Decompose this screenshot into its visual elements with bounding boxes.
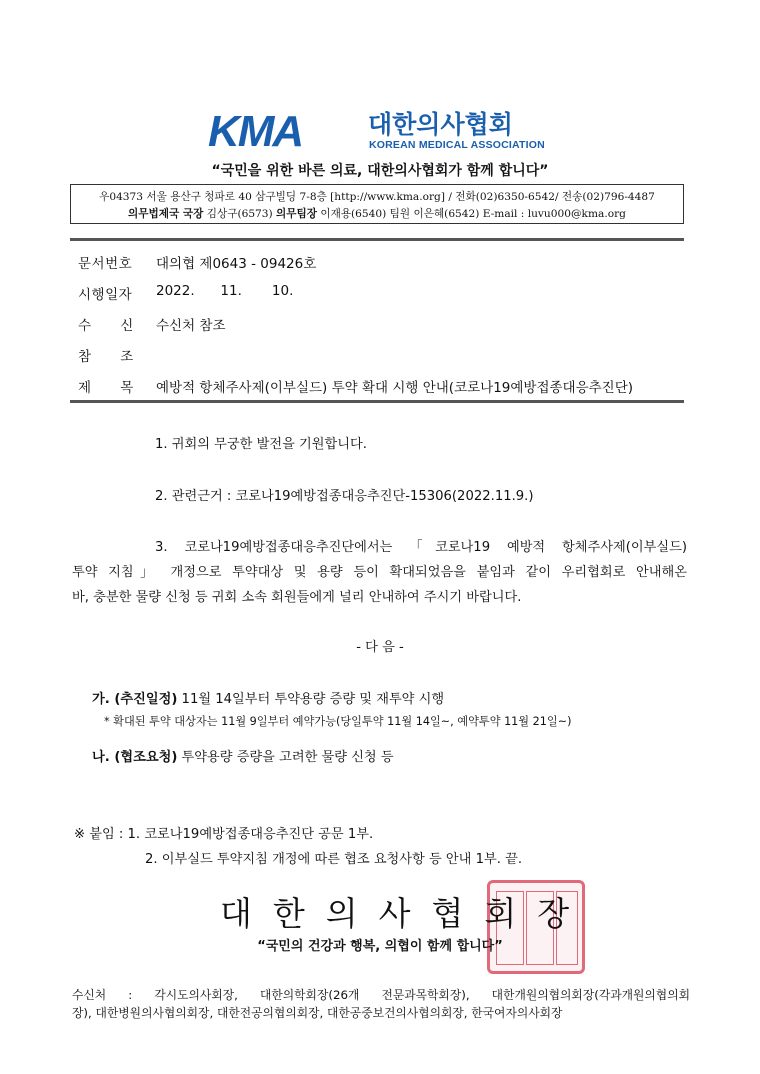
paragraph-3-line-3: 바, 충분한 물량 신청 등 귀회 소속 회원들에게 널리 안내하여 주시기 바랍니다. [72,590,522,605]
attachment-1: ※ 붙임 : 1. 코로나19예방접종대응추진단 공문 1부. [74,827,374,842]
logo-name-english: KOREAN MEDICAL ASSOCIATION [369,139,545,151]
kma-logo [208,107,553,156]
recipients-line-2: 장), 대한병원의사협의회장, 대한전공의협의회장, 대한공중보건의사협의회장, 한국여자의사회장 [72,1006,563,1020]
logo-name-korean: 대한의사협회 [368,110,513,139]
paragraph-1: 1. 귀회의 무궁한 발전을 기원합니다. [155,437,367,452]
item-a-label: 가. (추진일정) [92,692,178,707]
contact-box [70,184,684,224]
paragraph-3-line-1: 3. 코로나19예방접종대응추진단에서는 「코로나19 예방적 항체주사제(이부실드) [155,540,687,555]
logo-mark: KMA [208,107,303,156]
paragraph-2: 2. 관련근거 : 코로나19예방접종대응추진단-15306(2022.11.9.) [155,489,534,504]
item-a-note: * 확대된 투약 대상자는 11월 9일부터 예약가능(당일투약 11월 14일~, 예약투약 11월 21일~) [104,715,572,728]
doc-number: 대의협 제0643 - 09426호 [156,256,317,272]
section-heading: - 다 음 - [356,640,404,655]
attachment-2: 2. 이부실드 투약지침 개정에 따른 협조 요청사항 등 안내 1부. 끝. [145,852,523,867]
item-b [92,746,394,765]
item-a [92,688,444,707]
subject-label: 제 목 [78,380,134,396]
contact-label-director: 의무법제국 국장 [128,208,204,220]
date-label: 시행일자 [78,287,133,303]
doc-number-label: 문서번호 [78,256,133,272]
contact-staff-line: 의무법제국 국장 김상구(6573) 의무팀장 이재용(6540) 팀원 이은혜(6542) E-mail : luvu000@kma.org [128,208,626,220]
item-b-text: 투약용량 증량을 고려한 물량 신청 등 [177,750,394,765]
bottom-slogan: “국민의 건강과 행복, 의협이 함께 합니다” [257,939,503,954]
contact-label-team-leader: 의무팀장 [276,208,317,220]
date: 2022. 11. 10. [156,283,294,299]
signature-title: 대한의사협회장 [220,894,591,933]
recipient-label: 수 신 [78,318,134,334]
meta-divider [70,400,684,403]
contact-address-line: 우04373 서울 용산구 청파로 40 삼구빌딩 7-8층 [http://www.kma.org] / 전화(02)6350-6542/ 전송(02)796-4487 [99,191,655,203]
paragraph-3-line-2: 투약 지침」 개정으로 투약대상 및 용량 등이 확대되었음을 붙임과 같이 우리협회로 안내해온 [72,565,687,580]
item-a-text: 11월 14일부터 투약용량 증량 및 재투약 시행 [177,692,445,707]
subject: 예방적 항체주사제(이부실드) 투약 확대 시행 안내(코로나19예방접종대응추진단) [156,380,634,396]
item-b-label: 나. (협조요청) [92,750,178,765]
recipients-line-1: 수신처 : 각시도의사회장, 대한의학회장(26개 전문과목학회장), 대한개원의협의회장(각과개원의협의회 [72,988,690,1002]
top-slogan: “국민을 위한 바른 의료, 대한의사협회가 함께 합니다” [211,163,549,179]
header-divider [70,238,684,241]
reference-label: 참 조 [78,349,134,365]
recipient: 수신처 참조 [156,318,226,334]
